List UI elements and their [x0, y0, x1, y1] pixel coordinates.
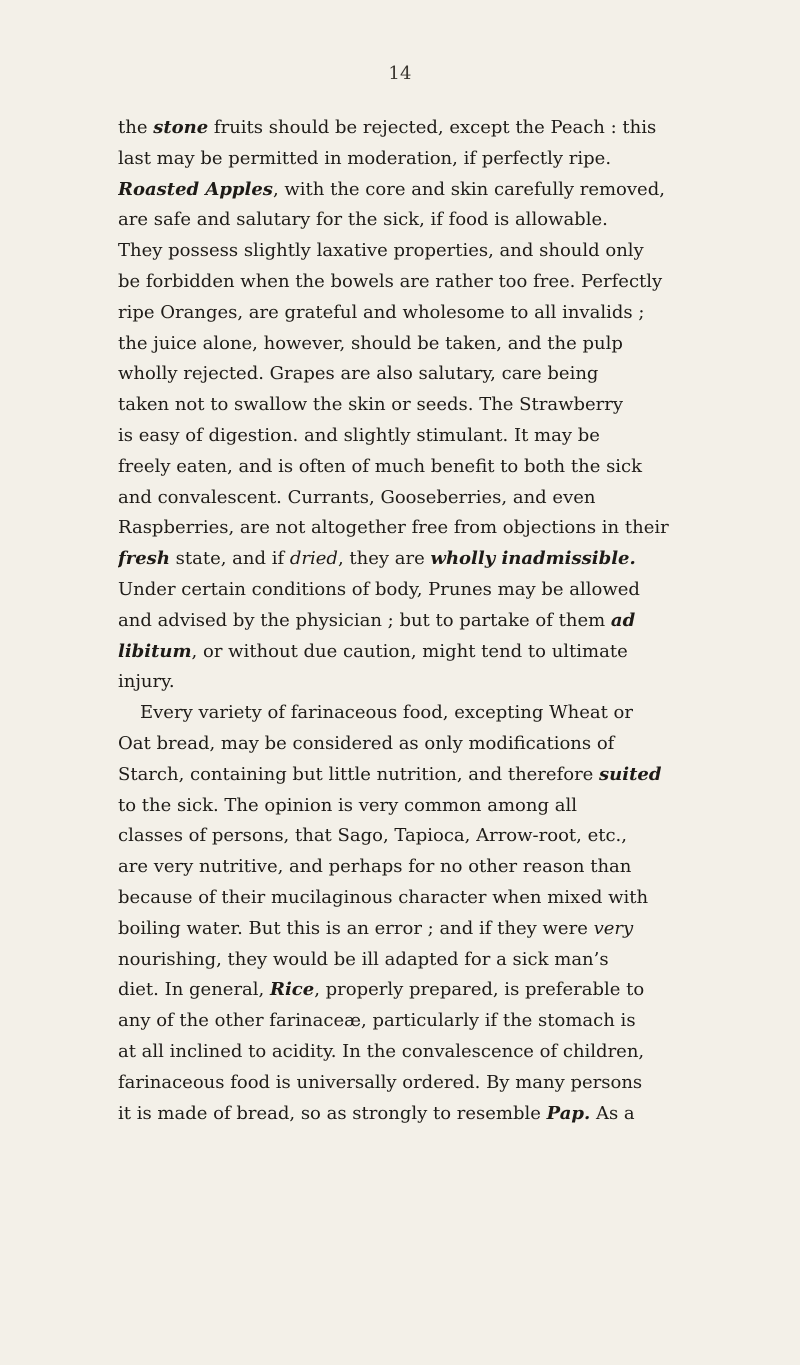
text-segment: farinaceous food is universally ordered. By many persons — [118, 1071, 643, 1093]
text-segment: the juice alone, however, should be taken, and the pulp — [118, 332, 623, 354]
text-line — [118, 821, 718, 852]
text-segment: They possess slightly laxative properties, and should only — [118, 240, 644, 262]
text-line — [118, 483, 718, 514]
text-line — [118, 113, 718, 144]
text-segment: be forbidden when the bowels are rather too free. Perfectly — [118, 270, 663, 292]
text-segment: , or without due caution, might tend to ultimate — [191, 640, 628, 662]
text-segment: because of their mucilaginous character when mixed with — [118, 886, 649, 908]
text-line — [118, 390, 718, 421]
text-line — [118, 975, 718, 1006]
text-segment: Oat bread, may be considered as only modifications of — [118, 732, 615, 754]
text-line — [118, 667, 718, 698]
text-segment: , they are — [337, 548, 431, 570]
emphasis — [599, 764, 661, 785]
text-line — [118, 175, 718, 206]
emphasis — [118, 641, 192, 662]
text-line — [118, 791, 718, 822]
text-segment: As a — [590, 1102, 635, 1124]
text-line — [118, 298, 718, 329]
text-line — [118, 1006, 718, 1037]
emphasized-text: fresh — [118, 548, 170, 570]
emphasis — [118, 179, 273, 200]
text-segment: any of the other farinaceæ, particularly if the stomach is — [118, 1010, 636, 1032]
emphasized-text: Roasted Apples — [118, 178, 273, 200]
text-line — [118, 575, 718, 606]
text-line — [118, 1037, 718, 1068]
page-number: 14 — [388, 63, 412, 84]
text-line — [118, 144, 718, 175]
text-line — [118, 267, 718, 298]
text-segment: boiling water. But this is an error ; and if they were — [118, 917, 594, 939]
text-line — [118, 421, 718, 452]
text-segment: and advised by the physician ; but to partake of them — [118, 609, 611, 631]
text-line — [118, 329, 718, 360]
text-segment: the — [118, 117, 154, 138]
emphasis — [611, 610, 635, 631]
emphasized-text: stone — [153, 117, 209, 138]
text-segment: Under certain conditions of body, Prunes may be allowed — [118, 578, 640, 600]
text-segment: wholly rejected. Grapes are also salutary, care being — [118, 363, 599, 385]
text-line — [118, 544, 718, 575]
emphasis — [118, 548, 170, 569]
text-segment: are very nutritive, and perhaps for no other reason than — [118, 856, 632, 878]
text-segment: diet. In general, — [118, 979, 270, 1001]
emphasis — [547, 1103, 591, 1124]
italic-text: very — [593, 917, 634, 939]
text-line — [118, 1068, 718, 1099]
text-line — [118, 729, 718, 760]
emphasis — [430, 548, 635, 569]
italic-text: dried — [289, 548, 338, 570]
text-segment: and convalescent. Currants, Gooseberries, and even — [118, 486, 596, 508]
body-text — [118, 113, 718, 1129]
text-segment: it is made of bread, so as strongly to resemble — [118, 1102, 547, 1124]
text-line — [118, 452, 718, 483]
text-segment: Every variety of farinaceous food, excepting Wheat or — [140, 702, 633, 724]
emphasized-text: suited — [599, 763, 662, 785]
text-segment: nourishing, they would be ill adapted for a sick man’s — [118, 948, 609, 970]
text-line — [118, 606, 718, 637]
text-line — [118, 236, 718, 267]
text-line — [118, 205, 718, 236]
text-line — [118, 359, 718, 390]
emphasized-text: Rice — [270, 979, 315, 1001]
text-segment: are safe and salutary for the sick, if food is allowable. — [118, 209, 608, 231]
text-segment: injury. — [118, 671, 175, 693]
text-segment: freely eaten, and is often of much benefit to both the sick — [118, 455, 643, 477]
emphasized-text: Pap. — [546, 1102, 591, 1124]
text-line — [118, 945, 718, 976]
emphasized-text: wholly inadmissible. — [430, 548, 636, 570]
text-segment: taken not to swallow the skin or seeds. The Strawberry — [118, 394, 624, 416]
text-segment: to the sick. The opinion is very common among all — [118, 794, 577, 816]
text-segment: classes of persons, that Sago, Tapioca, Arrow-root, etc., — [118, 825, 627, 847]
text-line — [118, 760, 718, 791]
emphasized-text: libitum — [118, 640, 192, 662]
emphasis — [270, 979, 314, 1000]
text-line — [118, 698, 718, 729]
text-line — [118, 1099, 718, 1130]
text-segment: , with the core and skin carefully removed, — [272, 178, 665, 200]
text-line — [118, 513, 718, 544]
text-line — [118, 883, 718, 914]
text-line — [118, 637, 718, 668]
text-line — [118, 914, 718, 945]
text-segment: Starch, containing but little nutrition, and therefore — [118, 763, 600, 785]
text-segment: is easy of digestion. and slightly stimulant. It may be — [118, 424, 600, 446]
text-segment: fruits should be rejected, except the Peach : this — [208, 117, 657, 138]
emphasized-text: ad — [610, 609, 636, 631]
text-segment: last may be permitted in moderation, if perfectly ripe. — [118, 147, 612, 169]
text-segment: at all inclined to acidity. In the convalescence of children, — [118, 1040, 645, 1062]
text-segment: ripe Oranges, are grateful and wholesome to all invalids ; — [118, 301, 645, 323]
emphasis — [153, 117, 208, 138]
text-line — [118, 852, 718, 883]
text-segment: , properly prepared, is preferable to — [314, 979, 645, 1001]
text-segment: state, and if — [169, 548, 290, 570]
text-segment: Raspberries, are not altogether free from objections in their — [118, 517, 669, 539]
